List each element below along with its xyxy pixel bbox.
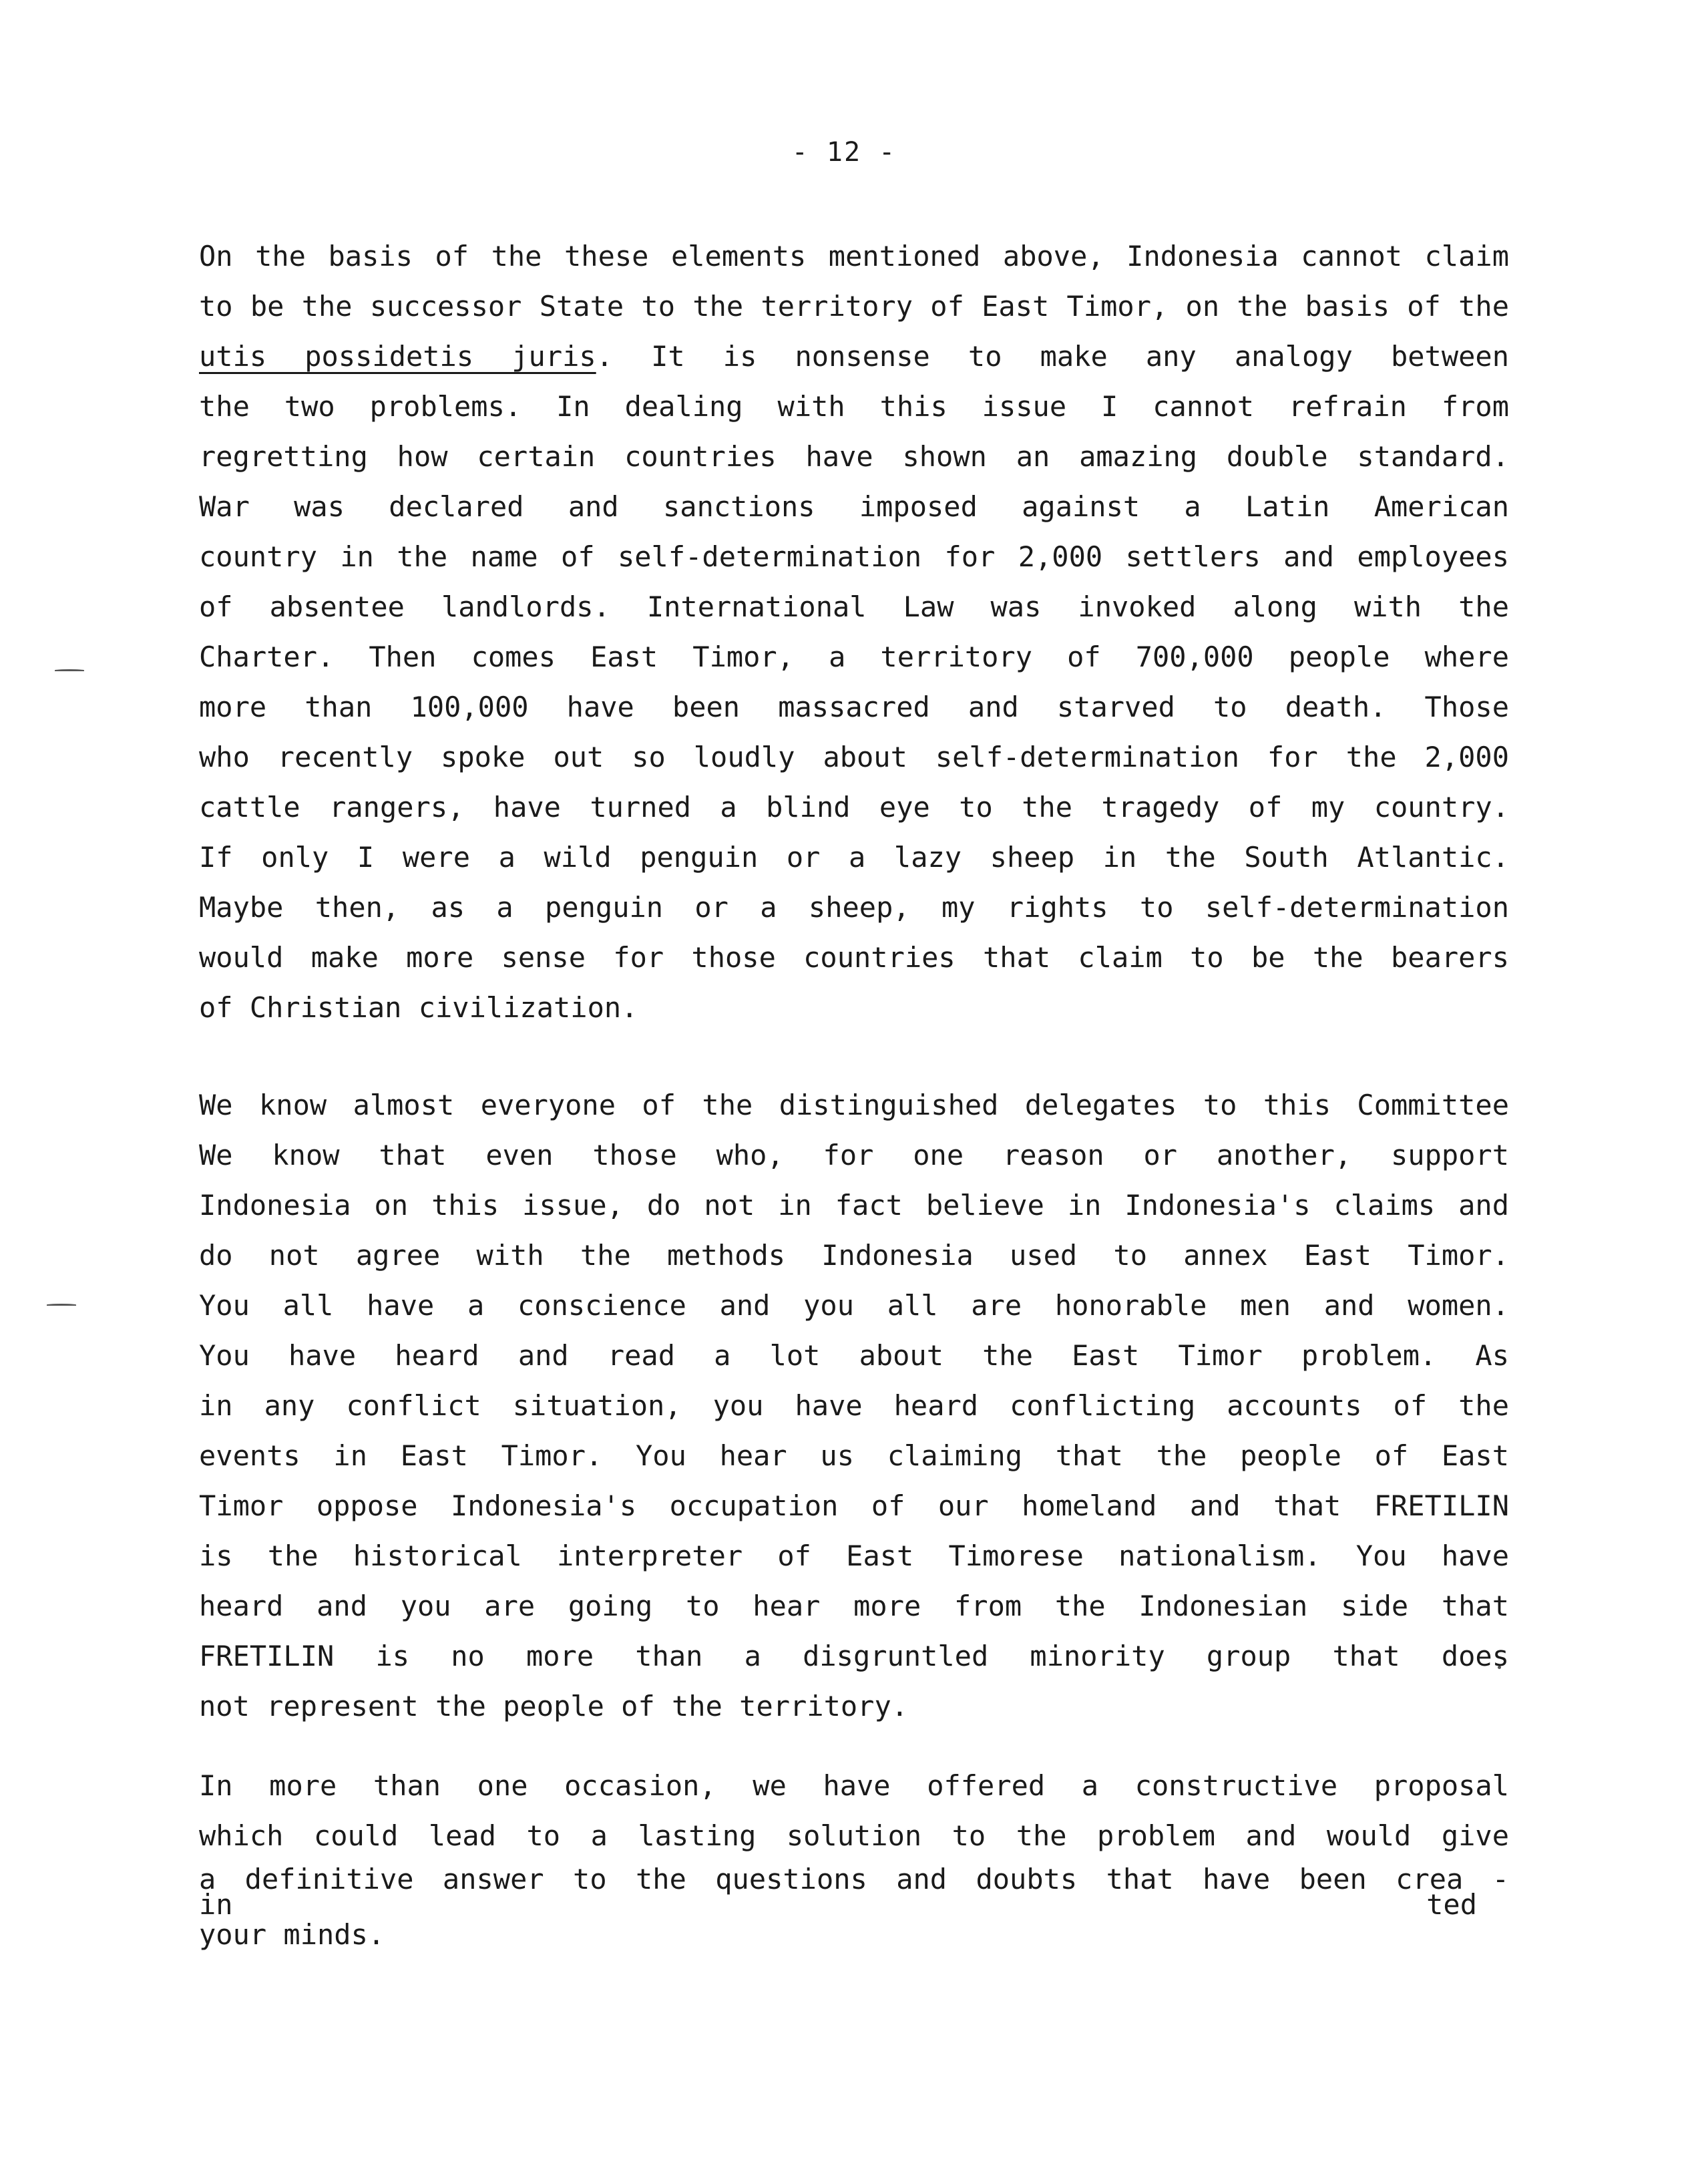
page-number: - 12 - bbox=[791, 137, 897, 168]
text-line: to be the successor State to the territory of East Timor, on the basis of the bbox=[199, 290, 1509, 323]
text-line: in any conflict situation, you have heard conflicting accounts of the bbox=[199, 1389, 1509, 1422]
text-line: of Christian civilization. bbox=[199, 991, 638, 1024]
underlined-phrase: utis possidetis juris bbox=[199, 340, 596, 373]
text-line: who recently spoke out so loudly about self-determination for the 2,000 bbox=[199, 741, 1509, 773]
margin-mark-upper bbox=[55, 669, 84, 671]
text-line: War was declared and sanctions imposed against a Latin American bbox=[199, 490, 1509, 523]
paragraph-1 bbox=[199, 231, 1509, 1033]
text-line: You have heard and read a lot about the East Timor problem. As bbox=[199, 1339, 1509, 1372]
text-line: Timor oppose Indonesia's occupation of our homeland and that FRETILIN bbox=[199, 1489, 1509, 1522]
text-line: You all have a conscience and you all are honorable men and women. bbox=[199, 1289, 1509, 1322]
text-line: Maybe then, as a penguin or a sheep, my rights to self-determination bbox=[199, 891, 1509, 924]
text-line: events in East Timor. You hear us claiming that the people of East bbox=[199, 1439, 1509, 1472]
text-line bbox=[199, 331, 1509, 381]
text-line: do not agree with the methods Indonesia used to annex East Timor. bbox=[199, 1239, 1509, 1272]
text-line: more than 100,000 have been massacred and starved to death. Those bbox=[199, 691, 1509, 723]
text-line: not represent the people of the territory. bbox=[199, 1690, 909, 1722]
text-line: which could lead to a lasting solution to the problem and would give bbox=[199, 1819, 1509, 1852]
text-line: Indonesia on this issue, do not in fact believe in Indonesia's claims and bbox=[199, 1189, 1509, 1222]
text-line: the two problems. In dealing with this issue I cannot refrain from bbox=[199, 390, 1509, 423]
inserted-word-right: ted bbox=[1426, 1888, 1477, 1921]
text-line: heard and you are going to hear more from the Indonesian side that bbox=[199, 1590, 1509, 1622]
text-line: We know almost everyone of the distinguished delegates to this Committee bbox=[199, 1089, 1509, 1121]
text-line: FRETILIN is no more than a disgruntled minority group that does bbox=[199, 1640, 1509, 1672]
text-line: We know that even those who, for one reason or another, support bbox=[199, 1139, 1509, 1171]
paragraph-3 bbox=[199, 1761, 1509, 1861]
text-line: If only I were a wild penguin or a lazy sheep in the South Atlantic. bbox=[199, 841, 1509, 874]
text-line: In more than one occasion, we have offered a constructive proposal bbox=[199, 1769, 1509, 1802]
paragraph-2 bbox=[199, 1080, 1509, 1731]
text-line: is the historical interpreter of East Timorese nationalism. You have bbox=[199, 1539, 1509, 1572]
text-line: Charter. Then comes East Timor, a territory of 700,000 people where bbox=[199, 641, 1509, 673]
text-line: would make more sense for those countries that claim to be the bearers bbox=[199, 941, 1509, 974]
text-line: country in the name of self-determination for 2,000 settlers and employees bbox=[199, 540, 1509, 573]
text-line: regretting how certain countries have shown an amazing double standard. bbox=[199, 440, 1509, 473]
text-line: your minds. bbox=[199, 1918, 385, 1951]
inserted-word-left: in bbox=[199, 1888, 233, 1921]
text-line: On the basis of the these elements mentioned above, Indonesia cannot claim bbox=[199, 240, 1509, 272]
line-rest: . It is nonsense to make any analogy between bbox=[596, 340, 1509, 373]
text-line: a definitive answer to the questions and doubts that have been crea - bbox=[199, 1863, 1509, 1895]
text-line: of absentee landlords. International Law was invoked along with the bbox=[199, 590, 1509, 623]
insertion-line bbox=[199, 1888, 1509, 1921]
text-line: cattle rangers, have turned a blind eye to the tragedy of my country. bbox=[199, 791, 1509, 824]
margin-mark-lower bbox=[47, 1304, 76, 1306]
